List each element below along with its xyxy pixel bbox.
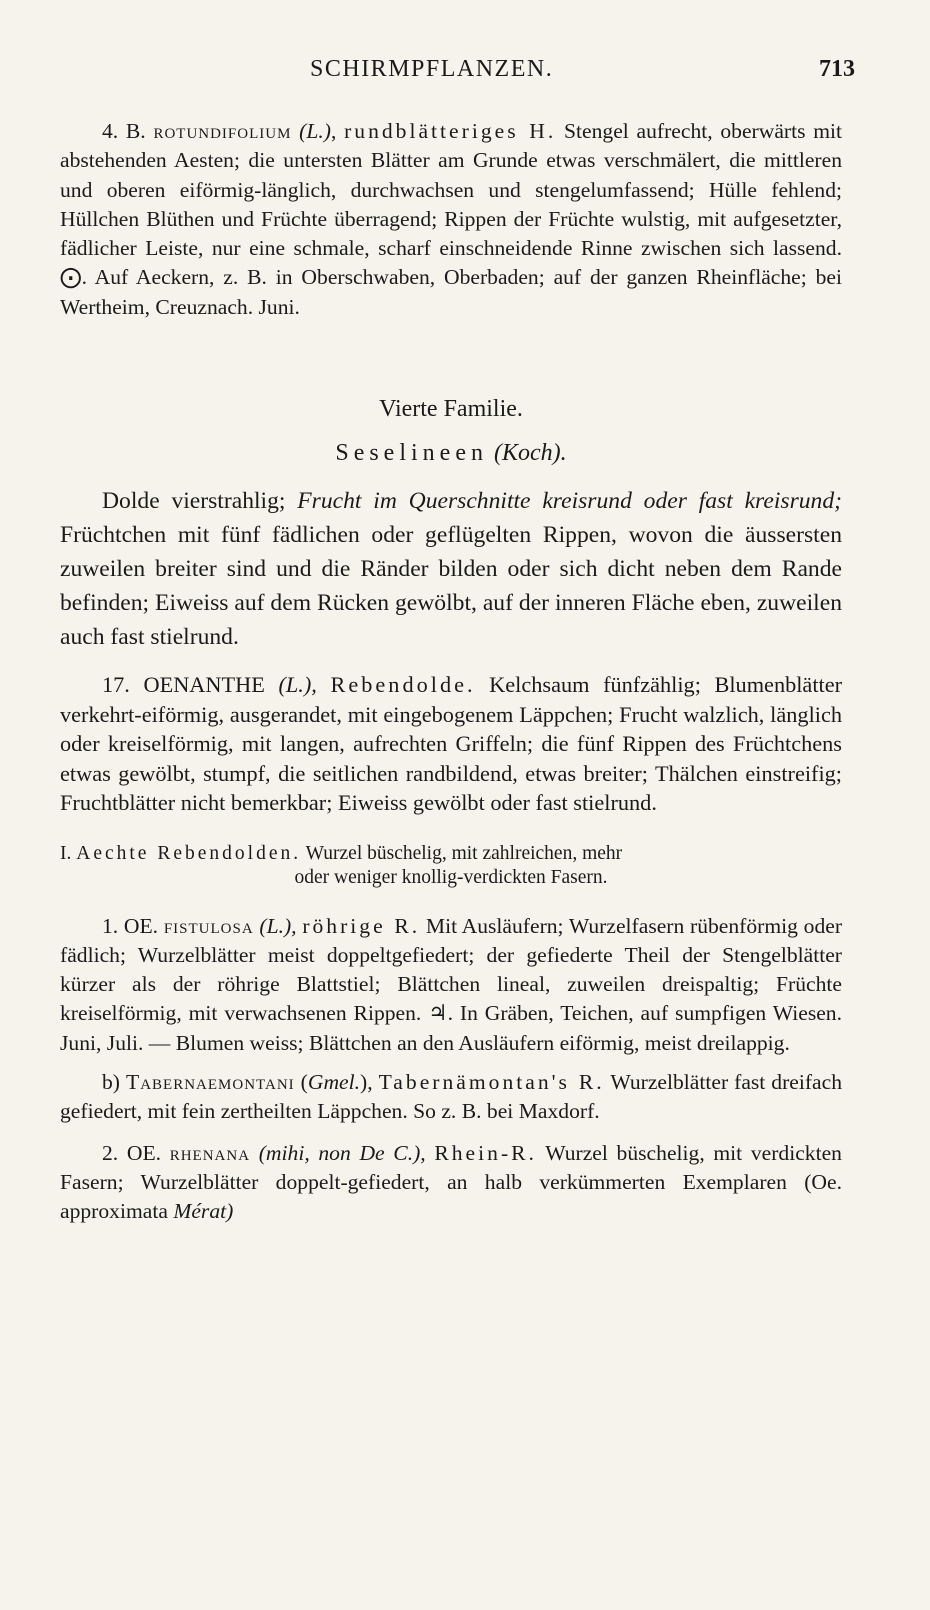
subsection-name: Aechte Rebendolden.	[76, 842, 302, 864]
variety-description: Wurzelblätter fast dreifach gefiedert, mit fein zertheilten Läppchen. So z. B. bei Maxdorf.	[60, 1070, 843, 1124]
species-name: rotundifolium	[153, 119, 292, 143]
genus-common-name: Rebendolde.	[330, 672, 476, 698]
species-number: 2. OE.	[102, 1140, 162, 1165]
family-desc-start: Dolde vierstrahlig;	[102, 488, 286, 515]
family-heading: Vierte Familie.	[379, 396, 523, 423]
common-name: Rhein-R.	[434, 1140, 537, 1165]
page-header	[60, 56, 855, 92]
species-name: fistulosa	[163, 913, 254, 938]
description-text: Stengel aufrecht, oberwärts mit abstehenden Aesten; die untersten Blätter am Grunde etwas verschmälert, die mittleren und oberen eiförmig-länglich, durchwachsen und stengelumfassend; Hülle fehlend; Hüllchen Blüthen und Früchte überragend; Rippen der Früchte wulstig, mit aufgesetzter, fädlicher Leiste, nur eine schmale, scharf einschneidende Rinne zwischen sich lassend. ⨀. Auf Aeckern, z. B. in Oberschwaben, Oberbaden; auf der ganzen Rheinfläche; bei Wertheim, Creuznach. Juni.	[60, 119, 843, 319]
authority: (mihi, non De C.),	[258, 1140, 426, 1165]
authority: (L.)	[299, 119, 331, 143]
authority: (L.),	[259, 913, 297, 938]
family-authority: (Koch).	[493, 440, 567, 467]
subsection-heading	[60, 842, 842, 890]
family-desc-italic: Frucht im Querschnitte kreisrund oder fast kreisrund;	[297, 488, 842, 515]
variety-name: Tabernaemontani	[126, 1070, 295, 1095]
common-name: Tabernämontan's R.	[378, 1070, 605, 1095]
variety-tabernaemontani	[60, 1068, 842, 1127]
species-fistulosa	[60, 912, 842, 1058]
genus-oenanthe	[60, 670, 842, 818]
entry-number: 4. B.	[102, 119, 146, 143]
entry-rotundifolium: 4. B. rotundifolium (L.), rundblätteriges H. Stengel aufrecht, oberwärts mit abstehenden Aesten; die untersten Blätter am Grunde etwas verschmälert, die mittleren und oberen eiförmig-länglich, durchwachsen und stengelumfassend; Hülle fehlend; Hüllchen Blüthen und Früchte überragend; Rippen der Früchte wulstig, mit aufgesetzter, fädlicher Leiste, nur eine schmale, scharf einschneidende Rinne zwischen sich lassend. ⨀. Auf Aeckern, z. B. in Oberschwaben, Oberbaden; auf der ganzen Rheinfläche; bei Wertheim, Creuznach. Juni.	[60, 119, 843, 319]
family-name: Seselineen	[335, 440, 488, 467]
running-title: SCHIRMPFLANZEN.	[310, 56, 554, 82]
species-number: 1. OE.	[102, 913, 159, 938]
page-number: 713	[819, 56, 855, 82]
subsection-text: Wurzel büschelig, mit zahlreichen, mehr	[305, 842, 623, 864]
subsection-text-cont: oder weniger knollig-verdickten Fasern.	[294, 866, 608, 888]
paren-open: (	[300, 1070, 308, 1095]
family-title	[60, 436, 842, 470]
subsection-number: I.	[60, 842, 72, 864]
genus-description: Kelchsaum fünfzählig; Blumenblätter verkehrt-eiförmig, ausgerandet, mit eingebogenem Läppchen; Frucht walzlich, länglich oder kreiselförmig, mit langen, aufrechten Griffeln; die fünf Rippen des Früchtchens etwas gewölbt, stumpf, die seitlichen randbildend, etwas breiter; Thälchen einstreifig; Fruchtblätter nicht bemerkbar; Eiweiss gewölbt oder fast stielrund.	[60, 672, 843, 816]
common-name: rundblätteriges H.	[344, 119, 557, 143]
species-rhenana	[60, 1139, 842, 1227]
species-name: rhenana	[169, 1140, 251, 1165]
paren-close: ),	[360, 1070, 373, 1095]
genus-authority: (L.),	[278, 672, 317, 698]
species-description: Mit Ausläufern; Wurzelfasern rübenförmig oder fädlich; Wurzelblätter meist doppeltgefiedert; der gefiederte Theil der Stengelblätter kürzer als der röhrige Blattstiel; Blättchen lineal, zuweilen dreispaltig; Früchte kreiselförmig, mit verwachsenen Rippen. ♃. In Gräben, Teichen, auf sumpfigen Wiesen. Juni, Juli. — Blumen weiss; Blättchen an den Ausläufern eiförmig, meist dreilappig.	[60, 913, 843, 1055]
genus-number: 17.	[102, 672, 130, 698]
species-description: Wurzel büschelig, mit verdickten Fasern; Wurzelblätter doppelt-gefiedert, an halb verkümmerten Exemplaren (Oe. approximata	[60, 1140, 842, 1224]
common-name: röhrige R.	[302, 913, 421, 938]
authority-end: Mérat)	[173, 1199, 234, 1224]
family-desc-rest: Früchtchen mit fünf fädlichen oder geflügelten Rippen, wovon die äussersten zuweilen breiter sind und die Ränder bilden oder sich dicht neben dem Rande befinden; Eiweiss auf dem Rücken gewölbt, auf der inneren Fläche eben, zuweilen auch fast stielrund.	[60, 522, 842, 651]
page-body	[60, 117, 842, 1227]
genus-name: OENANTHE	[143, 672, 265, 698]
family-description	[60, 484, 842, 654]
authority: Gmel.	[307, 1070, 361, 1095]
variety-number: b)	[102, 1070, 120, 1095]
